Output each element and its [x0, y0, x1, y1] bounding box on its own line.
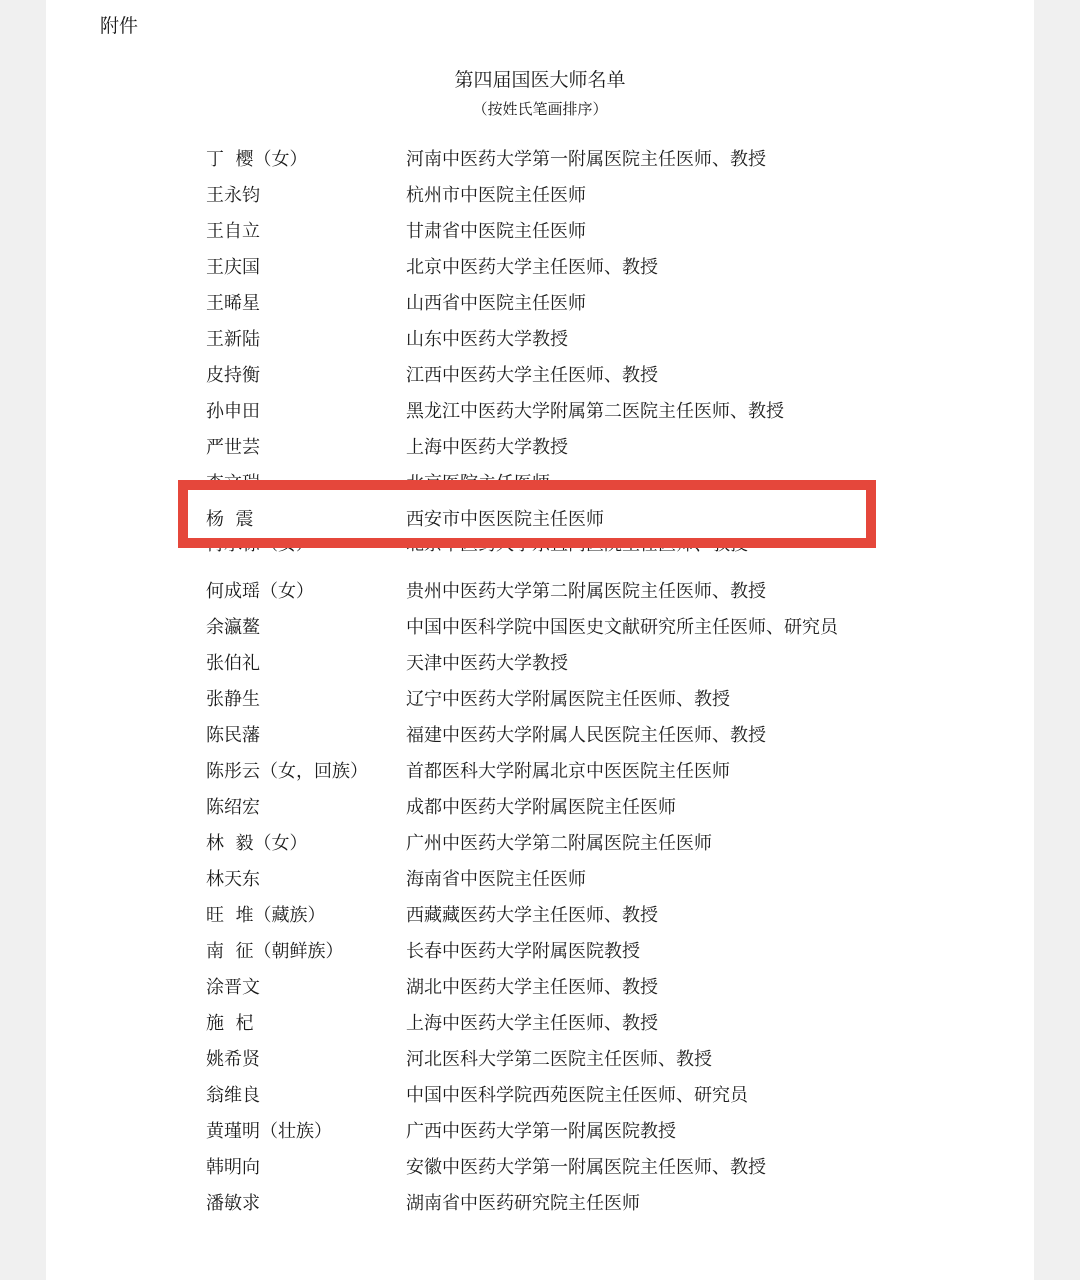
person-affiliation: 北京中医药大学主任医师、教授 [406, 257, 658, 278]
person-name: 黄瑾明（壮族） [206, 1121, 332, 1142]
person-name: 南 征（朝鲜族） [206, 941, 344, 962]
list-row [0, 646, 1080, 682]
person-affiliation: 中国中医科学院西苑医院主任医师、研究员 [406, 1085, 748, 1106]
attachment-label: 附件 [100, 15, 139, 37]
list-row [0, 1006, 1080, 1042]
list-row [0, 250, 1080, 286]
list-row [0, 754, 1080, 790]
list-row [0, 1078, 1080, 1114]
person-name: 张静生 [206, 689, 260, 710]
list-row [0, 214, 1080, 250]
list-row [0, 1150, 1080, 1186]
partially-hidden-row-bottom [0, 548, 1080, 566]
list-row [0, 934, 1080, 970]
person-name: 姚希贤 [206, 1049, 260, 1070]
person-affiliation: 甘肃省中医院主任医师 [406, 221, 586, 242]
person-affiliation: 杭州市中医院主任医师 [406, 185, 586, 206]
person-affiliation: 西安市中医医院主任医师 [406, 509, 604, 530]
person-affiliation: 成都中医药大学附属医院主任医师 [406, 797, 676, 818]
list-row [0, 358, 1080, 394]
list-row [0, 142, 1080, 178]
list-row [0, 682, 1080, 718]
person-name: 孙申田 [206, 401, 260, 422]
highlighted-row [0, 502, 1080, 538]
person-affiliation: 河南中医药大学第一附属医院主任医师、教授 [406, 149, 766, 170]
person-affiliation: 河北医科大学第二医院主任医师、教授 [406, 1049, 712, 1070]
list-row [0, 862, 1080, 898]
list-row [0, 286, 1080, 322]
list-row [0, 610, 1080, 646]
list-row [0, 430, 1080, 466]
person-name: 涂晋文 [206, 977, 260, 998]
person-affiliation: 福建中医药大学附属人民医院主任医师、教授 [406, 725, 766, 746]
person-name: 陈彤云（女，回族） [206, 761, 368, 782]
person-affiliation: 广州中医药大学第二附属医院主任医师 [406, 833, 712, 854]
person-name: 余瀛鳌 [206, 617, 260, 638]
person-name: 旺 堆（藏族） [206, 905, 326, 926]
person-name: 杨 震 [206, 509, 254, 530]
list-row [0, 574, 1080, 610]
person-name: 王晞星 [206, 293, 260, 314]
person-name: 皮持衡 [206, 365, 260, 386]
person-affiliation: 首都医科大学附属北京中医医院主任医师 [406, 761, 730, 782]
list-row [0, 898, 1080, 934]
person-name: 施 杞 [206, 1013, 254, 1034]
person-name: 陈绍宏 [206, 797, 260, 818]
person-affiliation: 安徽中医药大学第一附属医院主任医师、教授 [406, 1157, 766, 1178]
person-name: 林天东 [206, 869, 260, 890]
person-name: 王新陆 [206, 329, 260, 350]
person-affiliation: 辽宁中医药大学附属医院主任医师、教授 [406, 689, 730, 710]
person-affiliation: 黑龙江中医药大学附属第二医院主任医师、教授 [406, 401, 784, 422]
person-affiliation: 上海中医药大学主任医师、教授 [406, 1013, 658, 1034]
list-row [0, 970, 1080, 1006]
list-row [0, 322, 1080, 358]
person-name: 林 毅（女） [206, 833, 308, 854]
document-title: 第四届国医大师名单 [454, 69, 626, 91]
person-name: 韩明向 [206, 1157, 260, 1178]
person-name: 王永钧 [206, 185, 260, 206]
person-name: 张伯礼 [206, 653, 260, 674]
person-affiliation: 湖南省中医药研究院主任医师 [406, 1193, 640, 1214]
person-name: 王庆国 [206, 257, 260, 278]
person-affiliation: 长春中医药大学附属医院教授 [406, 941, 640, 962]
person-name: 严世芸 [206, 437, 260, 458]
person-affiliation: 山西省中医院主任医师 [406, 293, 586, 314]
list-row [0, 1114, 1080, 1150]
person-name: 翁维良 [206, 1085, 260, 1106]
list-row [0, 718, 1080, 754]
list-row [0, 1042, 1080, 1078]
list-row [0, 178, 1080, 214]
person-name: 何成瑶（女） [206, 581, 314, 602]
person-affiliation: 中国中医科学院中国医史文献研究所主任医师、研究员 [406, 617, 838, 638]
list-row [0, 790, 1080, 826]
person-affiliation: 山东中医药大学教授 [406, 329, 568, 350]
list-row [0, 826, 1080, 862]
person-affiliation: 海南省中医院主任医师 [406, 869, 586, 890]
person-affiliation: 江西中医药大学主任医师、教授 [406, 365, 658, 386]
person-affiliation: 湖北中医药大学主任医师、教授 [406, 977, 658, 998]
list-row [0, 1186, 1080, 1222]
person-affiliation: 广西中医药大学第一附属医院教授 [406, 1121, 676, 1142]
person-name: 陈民藩 [206, 725, 260, 746]
person-affiliation: 天津中医药大学教授 [406, 653, 568, 674]
person-name: 潘敏求 [206, 1193, 260, 1214]
person-name: 丁 樱（女） [206, 149, 308, 170]
person-affiliation: 上海中医药大学教授 [406, 437, 568, 458]
list-row [0, 394, 1080, 430]
document-subtitle: （按姓氏笔画排序） [472, 100, 608, 118]
person-affiliation: 西藏藏医药大学主任医师、教授 [406, 905, 658, 926]
person-affiliation: 贵州中医药大学第二附属医院主任医师、教授 [406, 581, 766, 602]
person-name: 王自立 [206, 221, 260, 242]
